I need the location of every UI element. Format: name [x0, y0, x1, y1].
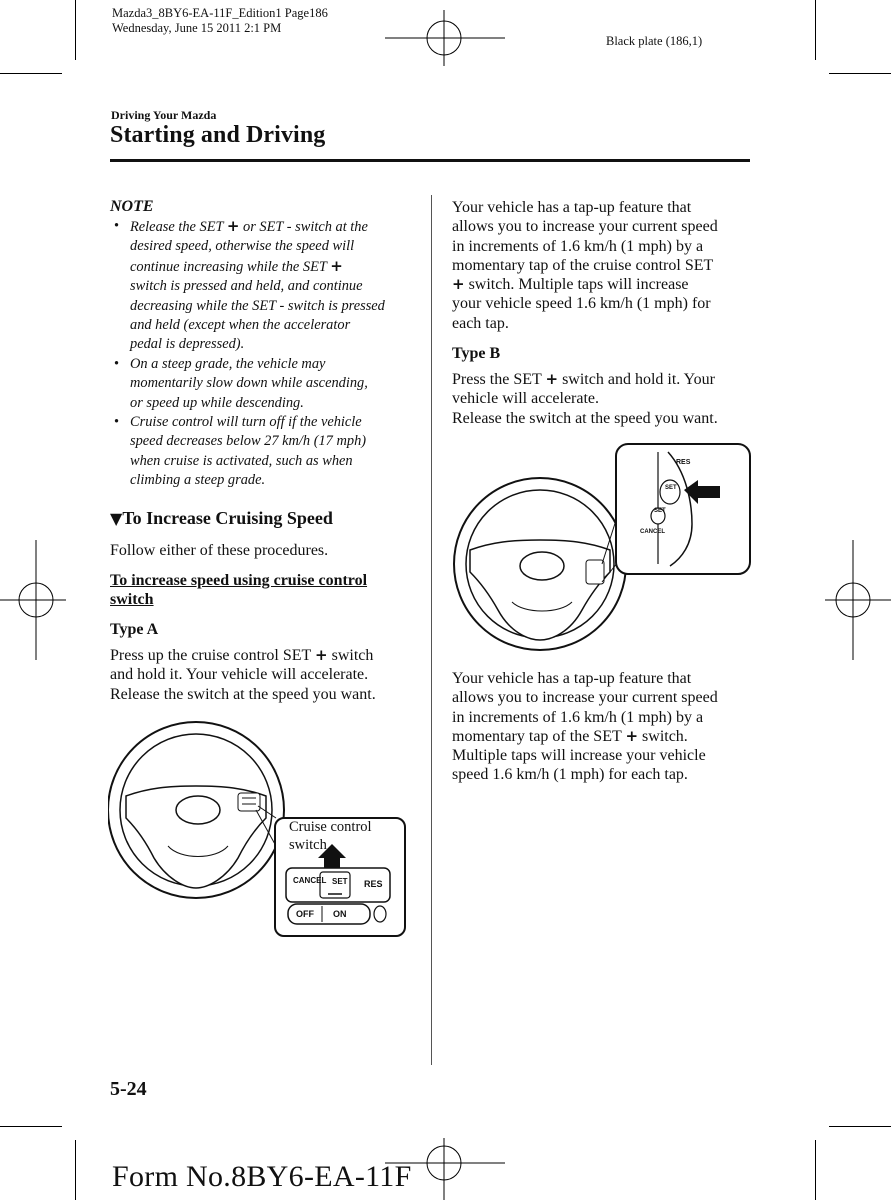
method-heading: To increase speed using cruise control switch: [110, 572, 368, 609]
cancel-label-b: CANCEL: [640, 529, 665, 535]
tapup-paragraph-b: Your vehicle has a tap-up feature that allows you to increase your current speed in increments of 1.6 km/h (1 mph) by a momentary tap of the SET + switch. Multiple taps will increase your vehicle speed 1.6 km/h (1 mph) for each tap.: [452, 670, 718, 784]
tapup-paragraph-a: Your vehicle has a tap-up feature that allows you to increase your current speed in increments of 1.6 km/h (1 mph) by a momentary tap of the cruise control SET + switch. Multiple taps will increase your vehicle speed 1.6 km/h (1 mph) for each tap.: [452, 199, 718, 332]
subheading: ▼To Increase Cruising Speed: [110, 508, 333, 528]
set-label-b2: SET: [654, 508, 666, 514]
callout-label: Cruise control switch: [289, 819, 372, 853]
page-title: Starting and Driving: [110, 122, 326, 148]
note-heading: NOTE: [110, 198, 154, 215]
print-file-line: Mazda3_8BY6-EA-11F_Edition1 Page186: [112, 6, 328, 20]
crop-mark: [829, 73, 891, 74]
title-rule: [110, 159, 750, 162]
plus-icon: +: [452, 275, 465, 294]
registration-mark-right: [825, 540, 891, 660]
crop-mark: [0, 73, 62, 74]
type-b-text: Press the SET + switch and hold it. Your vehicle will accelerate. Release the switch at the speed you want.: [452, 370, 718, 427]
page-number: 5-24: [110, 1078, 147, 1100]
on-label: ON: [333, 909, 347, 919]
crop-mark: [829, 1126, 891, 1127]
type-b-heading: Type B: [452, 345, 501, 362]
res-label: RES: [364, 879, 383, 889]
crop-mark: [75, 0, 76, 60]
form-number: Form No.8BY6-EA-11F: [112, 1160, 412, 1193]
res-label-b: RES: [676, 459, 691, 466]
plus-icon: +: [315, 646, 328, 664]
off-label: OFF: [296, 909, 314, 919]
crop-mark: [75, 1140, 76, 1200]
type-a-text: Press up the cruise control SET + switch and hold it. Your vehicle will accelerate. Release the switch at the speed you want.: [110, 646, 376, 703]
print-date-line: Wednesday, June 15 2011 2:1 PM: [112, 21, 282, 35]
crop-mark: [0, 1126, 62, 1127]
note-item: • On a steep grade, the vehicle may momentarily slow down while ascending, or speed up while descending.: [110, 355, 425, 413]
plus-icon: +: [330, 256, 343, 275]
section-label: Driving Your Mazda: [111, 108, 217, 122]
note-list: [110, 217, 425, 491]
column-divider: [431, 195, 432, 1065]
crop-mark: [815, 0, 816, 60]
set-label-b: SET: [665, 485, 677, 491]
plus-icon: +: [625, 726, 639, 745]
steering-wheel-illustration-b: [452, 442, 752, 664]
follow-text: Follow either of these procedures.: [110, 542, 329, 559]
note-item: • Cruise control will turn off if the vehicle speed decreases below 27 km/h (17 mph) when cruise is activated, such as when climbing a steep grade.: [110, 413, 425, 491]
plus-icon: +: [545, 370, 559, 388]
plus-icon: +: [226, 217, 240, 235]
type-a-heading: Type A: [110, 621, 159, 638]
note-item: • Release the SET + or SET - switch at the desired speed, otherwise the speed will continue increasing while the SET + switch is pressed and held, and continue decreasing while the SET - switch is pressed and held (except when the accelerator pedal is depressed).: [110, 217, 425, 355]
set-label: SET: [332, 877, 348, 886]
registration-mark-left: [0, 540, 66, 660]
cancel-label: CANCEL: [293, 876, 327, 885]
registration-mark-top: [385, 10, 505, 66]
plate-label: Black plate (186,1): [606, 34, 703, 48]
crop-mark: [815, 1140, 816, 1200]
down-triangle-icon: ▼: [110, 509, 123, 528]
